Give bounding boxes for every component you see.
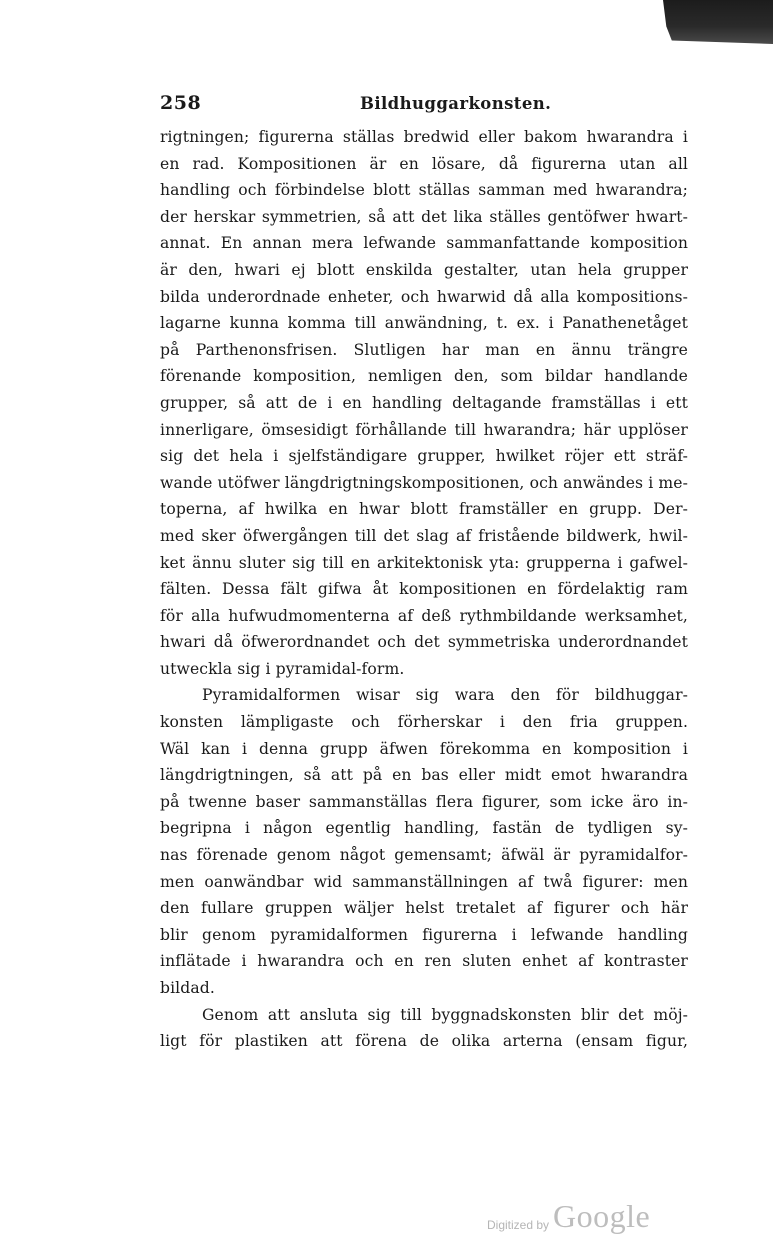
text-line: med sker öfwergången till det slag af fristående bildwerk, hwil-	[160, 526, 688, 545]
text-line: hwari då öfwerordnandet och det symmetriska underordnandet	[160, 633, 688, 652]
text-line: lagarne kunna komma till anwändning, t. ex. i Panathenetåget	[160, 314, 688, 333]
text-line: annat. En annan mera lefwande sammanfattande komposition	[160, 234, 688, 253]
text-line: sig det hela i sjelfständigare grupper, hwilket röjer ett sträf-	[160, 447, 688, 466]
text-line: nas förenade genom något gemensamt; äfwäl är pyramidalfor-	[160, 846, 688, 865]
text-line: inflätade i hwarandra och en ren sluten enhet af kontraster	[160, 952, 688, 971]
text-line: är den, hwari ej blott enskilda gestalter, utan hela grupper	[160, 260, 688, 279]
text-line: toperna, af hwilka en hwar blott framställer en grupp. Der-	[160, 500, 688, 519]
text-line: men oanwändbar wid sammanställningen af twå figurer: men	[160, 872, 688, 891]
digitized-by-label: Digitized by	[487, 1218, 550, 1232]
text-line: handling och förbindelse blott ställas samman med hwarandra;	[160, 181, 688, 200]
text-line: fälten. Dessa fält gifwa åt kompositionen en fördelaktig ram	[160, 580, 688, 599]
running-title: Bildhuggarkonsten.	[360, 94, 552, 113]
text-line: utweckla sig i pyramidal-form.	[160, 659, 405, 678]
text-line: grupper, så att de i en handling deltagande framställas i ett	[160, 393, 688, 412]
text-line: konsten lämpligaste och förherskar i den fria gruppen.	[160, 713, 688, 732]
text-line: på Parthenonsfrisen. Slutligen har man en ännu trängre	[160, 340, 688, 359]
text-line: innerligare, ömsesidigt förhållande till hwarandra; här upplöser	[160, 420, 688, 439]
text-line: Wäl kan i denna grupp äfwen förekomma en komposition i	[160, 739, 688, 758]
google-logo: Google	[553, 1198, 651, 1234]
text-line: ket ännu sluter sig till en arkitektonisk yta: grupperna i gafwel-	[160, 553, 688, 572]
text-line: blir genom pyramidalformen figurerna i lefwande handling	[160, 925, 688, 944]
text-line: bilda underordnade enheter, och hwarwid då alla kompositions-	[160, 287, 688, 306]
text-line: för alla hufwudmomenterna af deß rythmbildande werksamhet,	[160, 606, 688, 625]
body-text	[160, 124, 688, 1055]
text-line: längdrigtningen, så att på en bas eller midt emot hwarandra	[160, 766, 688, 785]
page-number: 258	[160, 92, 202, 114]
paragraph-start-line: Genom att ansluta sig till byggnadskonsten blir det möj-	[202, 1005, 688, 1024]
text-line: ligt för plastiken att förena de olika arterna (ensam figur,	[160, 1032, 688, 1051]
page-header	[160, 92, 688, 118]
paragraph-start-line: Pyramidalformen wisar sig wara den för bildhuggar-	[202, 686, 688, 705]
text-line: wande utöfwer längdrigtningskompositionen, och anwändes i me-	[160, 473, 688, 492]
text-line: den fullare gruppen wäljer helst tretalet af figurer och här	[160, 899, 688, 918]
text-line: en rad. Kompositionen är en lösare, då figurerna utan all	[160, 154, 688, 173]
digitized-watermark	[487, 1198, 657, 1246]
text-line: begripna i någon egentlig handling, fastän de tydligen sy-	[160, 819, 688, 838]
scan-corner-shadow	[663, 0, 773, 44]
text-line: förenande komposition, nemligen den, som bildar handlande	[160, 367, 688, 386]
text-line: der herskar symmetrien, så att det lika ställes gentöfwer hwart-	[160, 207, 688, 226]
text-line: bildad.	[160, 979, 215, 997]
text-line: på twenne baser sammanställas flera figurer, som icke äro in-	[160, 792, 688, 811]
text-line: rigtningen; figurerna ställas bredwid eller bakom hwarandra i	[160, 128, 688, 146]
